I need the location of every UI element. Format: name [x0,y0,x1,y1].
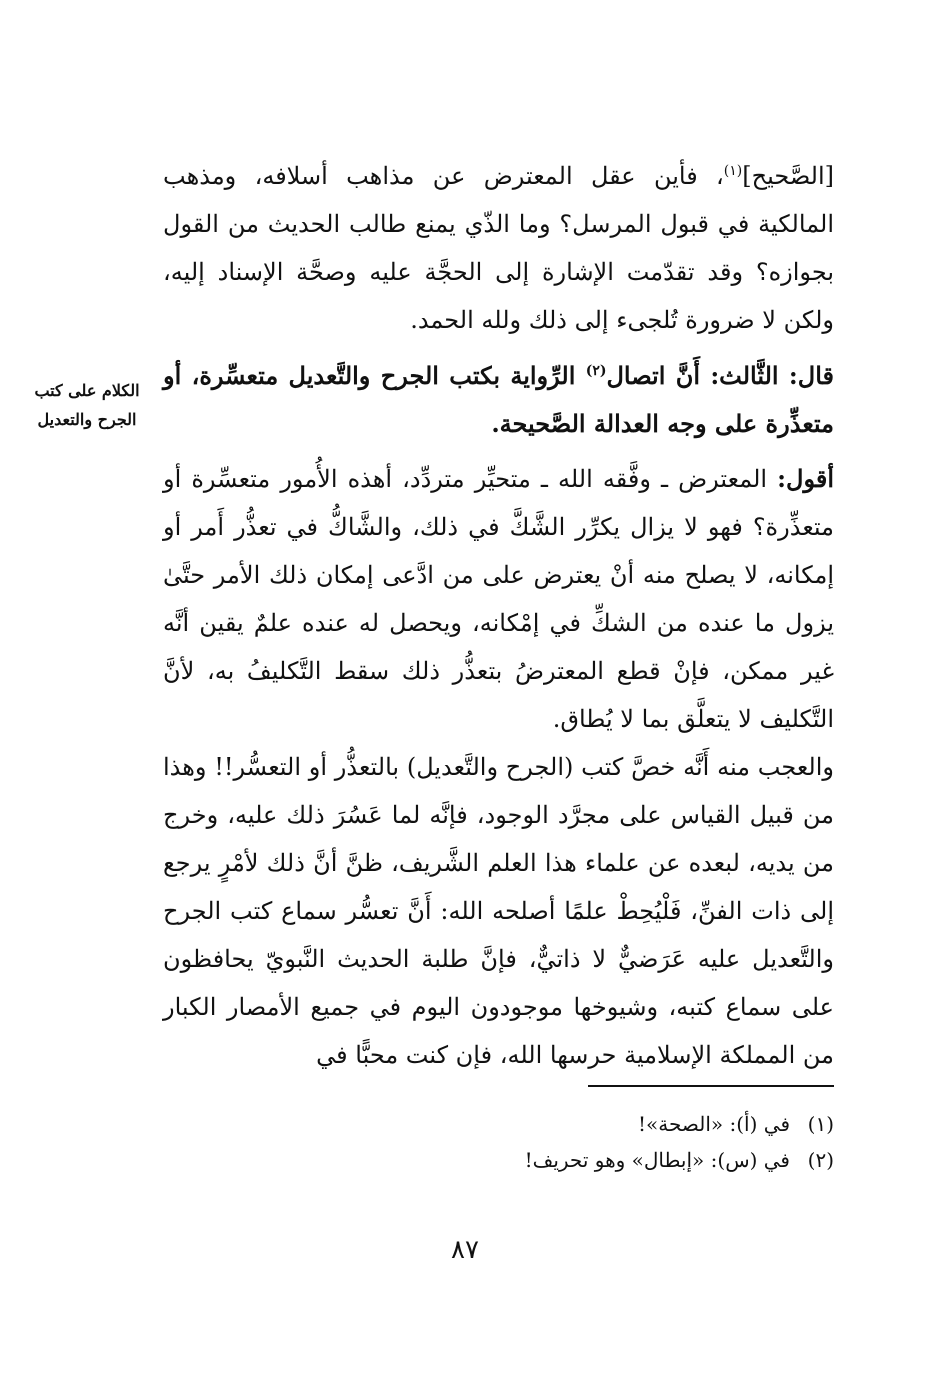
paragraph-text: والعجب منه أَنَّه خصَّ كتب (الجرح والتَّعديل) بالتعذُّر أو التعسُّر!! وهذا من قبيل القياس على مجرَّد الوجود، فإنَّه لما عَسُرَ ذلك عليه، وخرج من يديه، لبعده عن علماء هذا العلم الشَّريف، ظنَّ أنَّ ذلك لأمْرٍ يرجع إلى ذات الفنِّ، فَلْيُحِطْ علمًا أصلحه الله: أَنَّ تعسُّر سماع كتب الجرح والتَّعديل عليه عَرَضيٌّ لا ذاتيٌّ، فإنَّ طلبة الحديث النَّبويّ يحافظون على سماع كتبه، وشيوخها موجودون اليوم في جميع الأمصار الكبار من المملكة الإسلامية حرسها الله، فإن كنت محبًّا في [163,753,834,1069]
footnote-marker: (١) [723,163,743,179]
footnote-number: (١) [807,1112,834,1136]
footnote-number: (٢) [807,1148,834,1172]
quoted-objection-paragraph [163,352,834,448]
footnote-text: في (أ): «الصحة»! [638,1112,790,1136]
objection-text: الرِّواية بكتب الجرح والتَّعديل متعسِّرة، أو متعذِّرة على وجه العدالة الصَّحيحة. [163,361,834,438]
response-lead: أقول: [777,464,834,493]
footnote-marker: (٢) [585,363,607,379]
margin-note [22,376,152,434]
page-number: ٨٧ [451,1235,479,1265]
margin-note-line: الجرح والتعديل [37,410,137,429]
response-text: المعترض ـ وفَّقه الله ـ متحيِّر متردِّد، أهذه الأُمور متعسِّرة أو متعذِّرة؟ فهو لا يزال يكرِّر الشَّكَّ في ذلك، والشَّاكُّ في تعذُّر أَمر أو إمكانه، لا يصلح منه أنْ يعترض على من ادَّعى إمكان ذلك الأمر حتَّىٰ يزول ما عنده من الشكِّ في إمْكانه، ويحصل له عنده علمٌ يقين أنَّه غير ممكن، فإنْ قطع المعترضُ بتعذُّر ذلك سقط التَّكليفُ به، لأنَّ التَّكليف لا يتعلَّق بما لا يُطاق. [163,465,834,733]
paragraph [163,743,834,1079]
paragraph-text-rest: ، فأين عقل المعترض عن مذاهب أسلافه، ومذهب المالكية في قبول المرسل؟ وما الذّي يمنع طالب الحديث من القول بجوازه؟ وقد تقدّمت الإشارة إلى الحجَّة عليه وصحَّة الإسناد إليه، ولكن لا ضرورة تُلجىء إلى ذلك ولله الحمد. [163,162,834,334]
footnotes [163,1106,834,1178]
objection-lead: قال: الثَّالث: أَنَّ اتصال [606,361,835,390]
footnote [163,1106,834,1142]
margin-note-line: الكلام على كتب [34,381,140,400]
paragraph-text: [الصَّحيح] [742,162,834,190]
footnote [163,1142,834,1178]
footnote-text: في (س): «إبطال» وهو تحريف! [524,1148,790,1172]
footnote-divider [588,1085,834,1087]
paragraph-continuation [163,152,834,344]
response-paragraph [163,455,834,743]
